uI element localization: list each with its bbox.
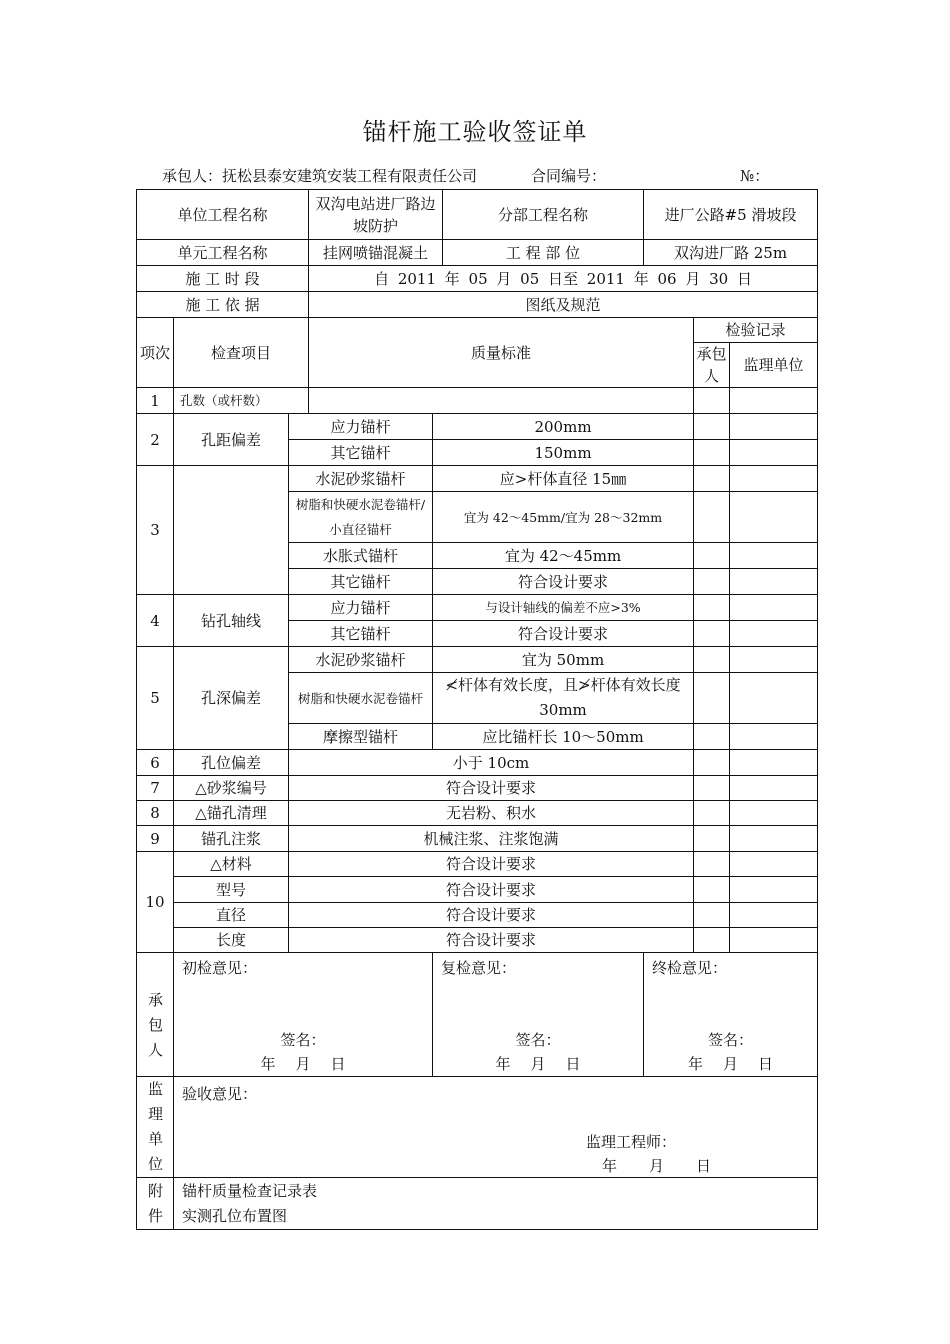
- row-sub-item: 树脂和快硬水泥卷锚杆/小直径锚杆: [289, 492, 433, 543]
- table-row: [137, 877, 818, 903]
- contractor-label: 承包人：: [162, 167, 223, 185]
- contract-no-label: 合同编号：: [531, 167, 607, 185]
- record-contractor-cell[interactable]: [694, 826, 730, 852]
- row-standard: 应比锚杆长 10～50mm: [433, 724, 694, 750]
- record-contractor-cell[interactable]: [694, 724, 730, 750]
- row-sub-item: 树脂和快硬水泥卷锚杆: [289, 673, 433, 724]
- supervisor-header: 监理单位: [730, 343, 818, 388]
- first-inspection-cell[interactable]: [174, 953, 433, 1077]
- record-supervisor-cell[interactable]: [730, 852, 818, 877]
- item-header: 检查项目: [174, 318, 309, 388]
- table-row: [137, 903, 818, 928]
- basis-value: 图纸及规范: [309, 292, 818, 318]
- record-supervisor-cell[interactable]: [730, 801, 818, 826]
- row-standard: 机械注浆、注浆饱满: [289, 826, 694, 852]
- record-supervisor-cell[interactable]: [730, 414, 818, 440]
- row-standard: 符合设计要求: [289, 928, 694, 953]
- record-contractor-cell[interactable]: [694, 750, 730, 776]
- acceptance-opinion-cell[interactable]: [174, 1077, 818, 1178]
- sub-project-value: 进厂公路#5 滑坡段: [644, 190, 818, 240]
- row-item: [174, 466, 289, 595]
- location-value: 双沟进厂路 25m: [644, 240, 818, 266]
- table-row: [137, 801, 818, 826]
- row-item: 型号: [174, 877, 289, 903]
- row-sub-item: 水泥砂浆锚杆: [289, 466, 433, 492]
- record-contractor-cell[interactable]: [694, 852, 730, 877]
- row-standard: 无岩粉、积水: [289, 801, 694, 826]
- record-supervisor-cell[interactable]: [730, 543, 818, 569]
- contractor-line: [162, 165, 477, 186]
- record-contractor-cell[interactable]: [694, 928, 730, 953]
- record-contractor-cell[interactable]: [694, 903, 730, 928]
- basis-row: [137, 292, 818, 318]
- row-item: 孔深偏差: [174, 647, 289, 750]
- record-supervisor-cell[interactable]: [730, 466, 818, 492]
- record-supervisor-cell[interactable]: [730, 621, 818, 647]
- contractor-header: 承包人: [694, 343, 730, 388]
- row-standard: 与设计轴线的偏差不应>3%: [433, 595, 694, 621]
- record-contractor-cell[interactable]: [694, 414, 730, 440]
- row-item: 钻孔轴线: [174, 595, 289, 647]
- project-row-1: [137, 190, 818, 240]
- contractor-section-label: 承包人: [137, 953, 174, 1077]
- date-line: 年 月 日: [602, 1157, 712, 1175]
- record-supervisor-cell[interactable]: [730, 903, 818, 928]
- element-project-value: 挂网喷锚混凝土: [309, 240, 443, 266]
- row-item: △材料: [174, 852, 289, 877]
- sign-label: 签名：: [280, 1031, 326, 1049]
- page-title: 锚杆施工验收签证单: [362, 118, 588, 146]
- record-contractor-cell[interactable]: [694, 466, 730, 492]
- row-item: △锚孔清理: [174, 801, 289, 826]
- row-standard: 宜为 42～45mm: [433, 543, 694, 569]
- record-supervisor-cell[interactable]: [730, 647, 818, 673]
- period-label: 施 工 时 段: [137, 266, 309, 292]
- serial-no-label: №：: [740, 167, 770, 185]
- final-inspection-cell[interactable]: [644, 953, 818, 1077]
- row-sub-item: 其它锚杆: [289, 440, 433, 466]
- table-row: [137, 852, 818, 877]
- record-contractor-cell[interactable]: [694, 569, 730, 595]
- supervisor-section-label: 监理单位: [137, 1077, 174, 1178]
- record-supervisor-cell[interactable]: [730, 928, 818, 953]
- row-item: 锚孔注浆: [174, 826, 289, 852]
- row-standard: 符合设计要求: [289, 852, 694, 877]
- row-standard: [309, 388, 694, 414]
- attachment-row: [137, 1178, 818, 1230]
- first-inspection-label: 初检意见：: [182, 959, 258, 977]
- record-supervisor-cell[interactable]: [730, 750, 818, 776]
- row-standard: 小于 10cm: [289, 750, 694, 776]
- sub-project-label: 分部工程名称: [443, 190, 644, 240]
- record-contractor-cell[interactable]: [694, 877, 730, 903]
- table-row: [137, 388, 818, 414]
- record-supervisor-cell[interactable]: [730, 595, 818, 621]
- record-supervisor-cell[interactable]: [730, 724, 818, 750]
- inspection-table: [136, 189, 818, 1230]
- row-sub-item: 水泥砂浆锚杆: [289, 647, 433, 673]
- row-no: 2: [137, 414, 174, 466]
- supervisor-opinion-row: [137, 1077, 818, 1178]
- supervising-engineer-label: 监理工程师：: [586, 1133, 677, 1151]
- row-standard: 宜为 42～45mm/宜为 28～32mm: [433, 492, 694, 543]
- row-standard: 应>杆体直径 15㎜: [433, 466, 694, 492]
- record-contractor-cell[interactable]: [694, 647, 730, 673]
- attachment-item[interactable]: 实测孔位布置图: [182, 1206, 288, 1225]
- row-sub-item: 应力锚杆: [289, 414, 433, 440]
- row-sub-item: 应力锚杆: [289, 595, 433, 621]
- unit-project-label: 单位工程名称: [137, 190, 309, 240]
- record-contractor-cell[interactable]: [694, 673, 730, 724]
- period-value: 自 2011 年 05 月 05 日至 2011 年 06 月 30 日: [309, 266, 818, 292]
- table-row: [137, 750, 818, 776]
- row-no: 5: [137, 647, 174, 750]
- table-row: [137, 928, 818, 953]
- record-supervisor-cell[interactable]: [730, 776, 818, 801]
- attachment-list: [174, 1178, 818, 1230]
- row-item: △砂浆编号: [174, 776, 289, 801]
- attachment-label: 附件: [137, 1178, 174, 1230]
- record-contractor-cell[interactable]: [694, 492, 730, 543]
- record-contractor-cell[interactable]: [694, 776, 730, 801]
- second-inspection-label: 复检意见：: [441, 959, 517, 977]
- sign-label: 签名：: [515, 1031, 561, 1049]
- unit-project-value: 双沟电站进厂路边坡防护: [309, 190, 443, 240]
- table-row: [137, 466, 818, 492]
- acceptance-opinion-label: 验收意见：: [182, 1085, 258, 1103]
- date-line: 年 月 日: [260, 1055, 346, 1073]
- location-label: 工 程 部 位: [443, 240, 644, 266]
- row-item: 直径: [174, 903, 289, 928]
- record-contractor-cell[interactable]: [694, 543, 730, 569]
- record-supervisor-cell[interactable]: [730, 877, 818, 903]
- table-row: [137, 414, 818, 440]
- row-sub-item: 其它锚杆: [289, 621, 433, 647]
- row-no: 7: [137, 776, 174, 801]
- row-standard: 符合设计要求: [289, 776, 694, 801]
- period-row: [137, 266, 818, 292]
- record-contractor-cell[interactable]: [694, 388, 730, 414]
- contractor-opinion-row: [137, 953, 818, 1077]
- date-line: 年 月 日: [688, 1055, 774, 1073]
- seq-header: 项次: [137, 318, 174, 388]
- record-supervisor-cell[interactable]: [730, 492, 818, 543]
- record-supervisor-cell[interactable]: [730, 388, 818, 414]
- row-item: 长度: [174, 928, 289, 953]
- row-no: 3: [137, 466, 174, 595]
- row-standard: 符合设计要求: [433, 621, 694, 647]
- row-no: 10: [137, 852, 174, 953]
- row-standard: ≮杆体有效长度，且≯杆体有效长度 30mm: [433, 673, 694, 724]
- contractor-name: 抚松县泰安建筑安装工程有限责任公司: [222, 167, 478, 185]
- table-row: [137, 595, 818, 621]
- element-project-label: 单元工程名称: [137, 240, 309, 266]
- column-header-row-1: [137, 318, 818, 343]
- row-no: 6: [137, 750, 174, 776]
- table-row: [137, 826, 818, 852]
- row-no: 9: [137, 826, 174, 852]
- record-contractor-cell[interactable]: [694, 440, 730, 466]
- table-row: [137, 647, 818, 673]
- record-supervisor-cell[interactable]: [730, 826, 818, 852]
- row-no: 1: [137, 388, 174, 414]
- row-item: 孔数（或杆数）: [174, 388, 309, 414]
- record-supervisor-cell[interactable]: [730, 673, 818, 724]
- row-standard: 200mm: [433, 414, 694, 440]
- record-header: 检验记录: [694, 318, 818, 343]
- row-sub-item: 水胀式锚杆: [289, 543, 433, 569]
- row-item: 孔位偏差: [174, 750, 289, 776]
- attachment-item[interactable]: 锚杆质量检查记录表: [182, 1181, 318, 1200]
- record-contractor-cell[interactable]: [694, 621, 730, 647]
- date-line: 年 月 日: [495, 1055, 581, 1073]
- row-item: 孔距偏差: [174, 414, 289, 466]
- sign-label: 签名：: [708, 1031, 754, 1049]
- row-standard: 宜为 50mm: [433, 647, 694, 673]
- final-inspection-label: 终检意见：: [652, 959, 728, 977]
- row-sub-item: 其它锚杆: [289, 569, 433, 595]
- row-standard: 150mm: [433, 440, 694, 466]
- project-row-2: [137, 240, 818, 266]
- record-contractor-cell[interactable]: [694, 801, 730, 826]
- standard-header: 质量标准: [309, 318, 694, 388]
- second-inspection-cell[interactable]: [433, 953, 644, 1077]
- row-sub-item: 摩擦型锚杆: [289, 724, 433, 750]
- table-row: [137, 776, 818, 801]
- row-no: 8: [137, 801, 174, 826]
- row-standard: 符合设计要求: [289, 903, 694, 928]
- row-standard: 符合设计要求: [289, 877, 694, 903]
- record-supervisor-cell[interactable]: [730, 440, 818, 466]
- basis-label: 施 工 依 据: [137, 292, 309, 318]
- row-standard: 符合设计要求: [433, 569, 694, 595]
- row-no: 4: [137, 595, 174, 647]
- record-supervisor-cell[interactable]: [730, 569, 818, 595]
- record-contractor-cell[interactable]: [694, 595, 730, 621]
